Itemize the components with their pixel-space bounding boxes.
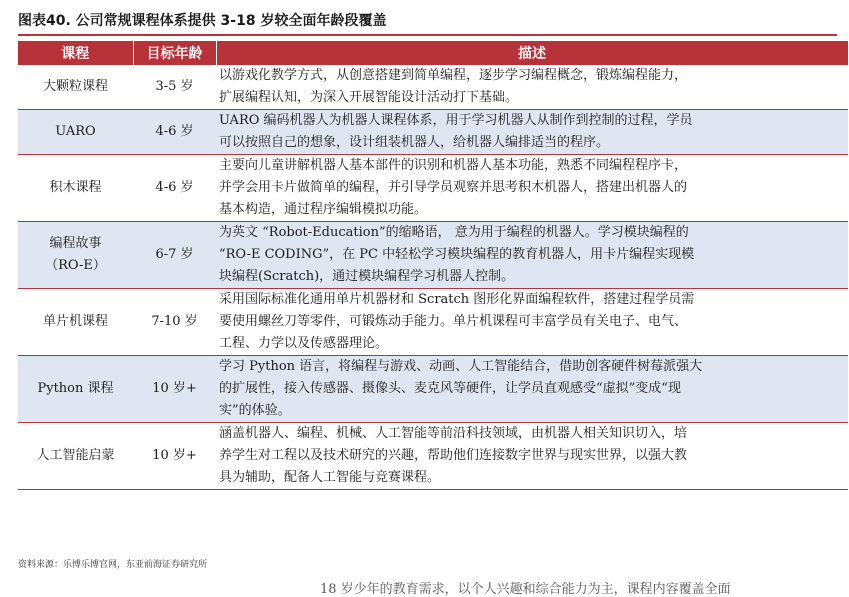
course-name (18, 289, 133, 356)
header-age: 目标年龄 (133, 41, 216, 65)
course-age: 10 岁+ (133, 356, 216, 423)
source-note: 资料来源：乐博乐博官网，东亚前海证券研究所 (18, 560, 208, 570)
course-name (18, 65, 133, 110)
course-name (18, 356, 133, 423)
desc-line: 块编程(Scratch)，通过模块编程学习机器人控制。 (219, 269, 515, 284)
course-age: 4-6 岁 (133, 155, 216, 222)
body-text-cutoff: 18 岁少年的教育需求，以个人兴趣和综合能力为主，课程内容覆盖全面 (320, 582, 731, 597)
course-name-line: 编程故事 (49, 236, 102, 251)
course-name-line: Python 课程 (37, 381, 114, 396)
desc-line: “RO-E CODING”，在 PC 中轻松学习模块编程的教育机器人，用卡片编程实现模 (219, 247, 695, 262)
header-desc: 描述 (216, 41, 848, 65)
desc-line: 涵盖机器人、编程、机械、人工智能等前沿科技领域，由机器人相关知识切入，培 (219, 426, 688, 441)
course-desc (216, 110, 848, 155)
desc-line: UARO 编码机器人为机器人课程体系，用于学习机器人从制作到控制的过程，学员 (219, 113, 693, 128)
course-desc (216, 65, 848, 110)
course-desc (216, 356, 848, 423)
desc-line: 扩展编程认知，为深入开展智能设计活动打下基础。 (219, 90, 519, 105)
desc-line: 学习 Python 语言，将编程与游戏、动画、人工智能结合，借助创客硬件树莓派强大 (219, 359, 703, 374)
header-course: 课程 (18, 41, 133, 65)
course-name (18, 110, 133, 155)
course-name-line: 大颗粒课程 (42, 79, 108, 94)
table-row (18, 289, 848, 356)
table-row (18, 356, 848, 423)
course-age: 7-10 岁 (133, 289, 216, 356)
course-name-line: （RO-E） (45, 258, 106, 273)
course-age: 6-7 岁 (133, 222, 216, 289)
title-rule (18, 34, 837, 36)
desc-line: 具为辅助，配备人工智能与竞赛课程。 (219, 470, 441, 485)
desc-line: 要使用螺丝刀等零件，可锻炼动手能力。单片机课程可丰富学员有关电子、电气、 (219, 314, 688, 329)
course-desc (216, 155, 848, 222)
course-age: 3-5 岁 (133, 65, 216, 110)
course-age: 4-6 岁 (133, 110, 216, 155)
desc-line: 为英文 “Robot-Education”的缩略语， 意为用于编程的机器人。学习模块编程的 (219, 225, 689, 240)
course-desc (216, 222, 848, 289)
desc-line: 可以按照自己的想象，设计组装机器人，给机器人编排适当的程序。 (219, 135, 610, 150)
table-row (18, 65, 848, 110)
figure-title: 图表40. 公司常规课程体系提供 3-18 岁较全面年龄段覆盖 (18, 13, 387, 29)
course-name (18, 423, 133, 490)
desc-line: 基本构造，通过程序编辑模拟功能。 (219, 202, 428, 217)
desc-line: 主要向儿童讲解机器人基本部件的识别和机器人基本功能，熟悉不同编程程序卡， (219, 158, 688, 173)
course-name-line: 人工智能启蒙 (36, 448, 115, 463)
course-name-line: UARO (55, 124, 96, 139)
table-row (18, 155, 848, 222)
table-header-row (18, 41, 848, 65)
desc-line: 实”的体验。 (219, 403, 291, 418)
course-name (18, 155, 133, 222)
desc-line: 工程、力学以及传感器理论。 (219, 336, 389, 351)
course-table (18, 41, 849, 490)
desc-line: 采用国际标准化通用单片机器材和 Scratch 图形化界面编程软件，搭建过程学员需 (219, 292, 695, 307)
course-name (18, 222, 133, 289)
course-name-line: 积木课程 (49, 180, 102, 195)
course-name-line: 单片机课程 (42, 314, 108, 329)
course-desc (216, 423, 848, 490)
desc-line: 以游戏化教学方式，从创意搭建到简单编程，逐步学习编程概念，锻炼编程能力， (219, 68, 688, 83)
course-desc (216, 289, 848, 356)
desc-line: 的扩展性，接入传感器、摄像头、麦克风等硬件，让学员直观感受“虚拟”变成“现 (219, 381, 681, 396)
table-row (18, 423, 848, 490)
course-age: 10 岁+ (133, 423, 216, 490)
desc-line: 养学生对工程以及技术研究的兴趣，帮助他们连接数字世界与现实世界，以强大教 (219, 448, 688, 463)
table-row (18, 110, 848, 155)
desc-line: 并学会用卡片做简单的编程，并引导学员观察并思考积木机器人，搭建出机器人的 (219, 180, 688, 195)
table-row (18, 222, 848, 289)
